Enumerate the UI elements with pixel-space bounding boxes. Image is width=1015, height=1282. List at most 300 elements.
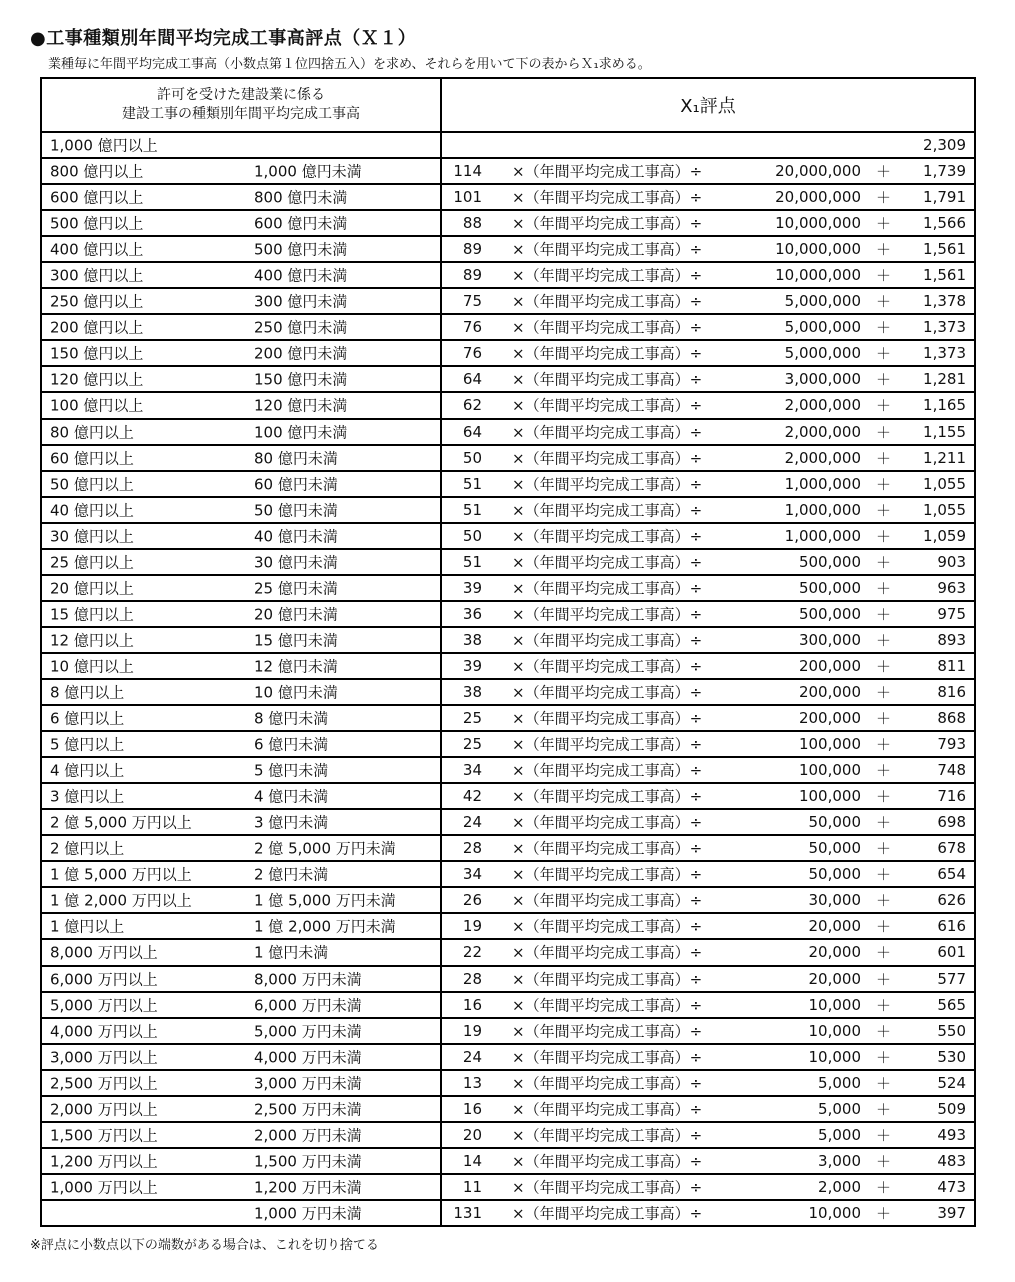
range-cell (41, 1044, 441, 1070)
range-cell (41, 132, 441, 158)
score-formula-cell (441, 966, 975, 992)
divisor: 100,000 (798, 787, 861, 806)
score-formula-cell (441, 392, 975, 418)
plus-sign: ＋ (876, 292, 892, 311)
range-lower: 200 億円以上 (50, 318, 144, 337)
range-lower: 600 億円以上 (50, 188, 144, 207)
constant: 1,791 (923, 188, 966, 207)
range-cell (41, 992, 441, 1018)
formula-expression: ×（年間平均完成工事高）÷ (512, 605, 703, 624)
score-formula-cell (441, 575, 975, 601)
constant: 524 (937, 1073, 966, 1092)
range-cell (41, 523, 441, 549)
score-formula-cell (441, 913, 975, 939)
table-row (41, 1044, 975, 1070)
table-row (41, 992, 975, 1018)
plus-sign: ＋ (876, 240, 892, 259)
range-cell (41, 627, 441, 653)
formula-expression: ×（年間平均完成工事高）÷ (512, 1074, 703, 1093)
formula-expression: ×（年間平均完成工事高）÷ (512, 996, 703, 1015)
formula-expression: ×（年間平均完成工事高）÷ (512, 1100, 703, 1119)
range-upper: 1,000 億円未満 (254, 162, 362, 181)
constant: 893 (937, 630, 966, 649)
range-upper: 3,000 万円未満 (254, 1074, 362, 1093)
range-upper: 30 億円未満 (254, 553, 338, 572)
range-upper: 6,000 万円未満 (254, 996, 362, 1015)
range-lower: 1,000 万円以上 (50, 1178, 158, 1197)
range-cell (41, 679, 441, 705)
formula-expression: ×（年間平均完成工事高）÷ (512, 1204, 703, 1223)
range-cell (41, 184, 441, 210)
constant: 577 (937, 969, 966, 988)
score-formula-cell (441, 757, 975, 783)
plus-sign: ＋ (876, 318, 892, 337)
coefficient: 38 (462, 683, 482, 701)
constant: 816 (937, 683, 966, 701)
table-row (41, 549, 975, 575)
table-row (41, 210, 975, 236)
coefficient: 13 (462, 1073, 482, 1092)
range-upper: 15 億円未満 (254, 631, 338, 650)
range-upper: 80 億円未満 (254, 449, 338, 468)
page-title: ●工事種類別年間平均完成工事高評点（Ｘ１） (30, 28, 417, 49)
score-formula-cell (441, 288, 975, 314)
divisor: 100,000 (798, 761, 861, 780)
range-cell (41, 471, 441, 497)
divisor: 5,000,000 (784, 318, 861, 337)
score-formula-cell (441, 861, 975, 887)
table-row (41, 783, 975, 809)
range-cell (41, 497, 441, 523)
constant: 1,055 (923, 500, 966, 519)
range-lower: 1,200 万円以上 (50, 1152, 158, 1171)
range-upper: 8 億円未満 (254, 709, 329, 728)
range-upper: 12 億円未満 (254, 657, 338, 676)
plus-sign: ＋ (876, 917, 892, 936)
formula-expression: ×（年間平均完成工事高）÷ (512, 631, 703, 650)
table-row (41, 288, 975, 314)
range-upper: 20 億円未満 (254, 605, 338, 624)
plus-sign: ＋ (876, 266, 892, 285)
plus-sign: ＋ (876, 605, 892, 624)
constant: 1,566 (923, 214, 966, 233)
score-formula-cell (441, 783, 975, 809)
constant: 1,155 (923, 422, 966, 441)
table-row (41, 1096, 975, 1122)
table-row (41, 262, 975, 288)
constant: 716 (937, 787, 966, 806)
table-row (41, 419, 975, 445)
plus-sign: ＋ (876, 1204, 892, 1223)
plus-sign: ＋ (876, 970, 892, 989)
range-upper: 60 億円未満 (254, 475, 338, 494)
range-upper: 150 億円未満 (254, 370, 348, 389)
header-range-line2: 建設工事の種類別年間平均完成工事高 (122, 106, 360, 122)
range-lower: 12 億円以上 (50, 631, 134, 650)
range-upper: 500 億円未満 (254, 240, 348, 259)
plus-sign: ＋ (876, 631, 892, 650)
range-upper: 2 億円未満 (254, 865, 329, 884)
table-row (41, 861, 975, 887)
coefficient: 64 (462, 422, 482, 441)
score-formula-cell (441, 1096, 975, 1122)
coefficient: 39 (462, 578, 482, 597)
plus-sign: ＋ (876, 553, 892, 572)
score-table (40, 77, 976, 1227)
coefficient: 39 (462, 656, 482, 675)
range-lower: 8 億円以上 (50, 683, 125, 702)
score-formula-cell (441, 601, 975, 627)
coefficient: 28 (462, 969, 482, 988)
constant: 1,055 (923, 474, 966, 493)
plus-sign: ＋ (876, 891, 892, 910)
formula-expression: ×（年間平均完成工事高）÷ (512, 970, 703, 989)
plus-sign: ＋ (876, 188, 892, 207)
coefficient: 76 (462, 318, 482, 337)
formula-expression: ×（年間平均完成工事高）÷ (512, 735, 703, 754)
range-cell (41, 1096, 441, 1122)
coefficient: 19 (462, 917, 482, 936)
range-lower: 6 億円以上 (50, 709, 125, 728)
constant: 1,373 (923, 344, 966, 363)
constant: 748 (937, 761, 966, 780)
formula-expression: ×（年間平均完成工事高）÷ (512, 1022, 703, 1041)
table-row (41, 132, 975, 158)
range-upper: 300 億円未満 (254, 292, 348, 311)
divisor: 10,000,000 (775, 240, 861, 259)
formula-expression: ×（年間平均完成工事高）÷ (512, 709, 703, 728)
plus-sign: ＋ (876, 396, 892, 415)
formula-expression: ×（年間平均完成工事高）÷ (512, 501, 703, 520)
range-cell (41, 1200, 441, 1226)
plus-sign: ＋ (876, 449, 892, 468)
range-cell (41, 601, 441, 627)
range-lower: 1,500 万円以上 (50, 1126, 158, 1145)
divisor: 200,000 (798, 683, 861, 701)
range-lower: 40 億円以上 (50, 501, 134, 520)
score-formula-cell (441, 445, 975, 471)
score-formula-cell (441, 340, 975, 366)
range-upper: 1,200 万円未満 (254, 1178, 362, 1197)
table-row (41, 314, 975, 340)
range-lower: 8,000 万円以上 (50, 943, 158, 962)
range-cell (41, 939, 441, 965)
constant: 1,165 (923, 396, 966, 415)
plus-sign: ＋ (876, 761, 892, 780)
range-cell (41, 549, 441, 575)
range-cell (41, 809, 441, 835)
coefficient: 24 (462, 1047, 482, 1066)
constant: 2,309 (923, 136, 966, 155)
range-cell (41, 1122, 441, 1148)
header-score: X₁評点 (441, 78, 975, 132)
divisor: 10,000 (808, 1203, 861, 1222)
range-upper: 1 億 5,000 万円未満 (254, 891, 396, 910)
coefficient: 19 (462, 1021, 482, 1040)
plus-sign: ＋ (876, 214, 892, 233)
range-cell (41, 340, 441, 366)
table-row (41, 497, 975, 523)
table-body (41, 132, 975, 1226)
range-upper: 400 億円未満 (254, 266, 348, 285)
table-row (41, 523, 975, 549)
table-row (41, 471, 975, 497)
coefficient: 88 (462, 214, 482, 233)
score-formula-cell (441, 1200, 975, 1226)
formula-expression: ×（年間平均完成工事高）÷ (512, 266, 703, 285)
range-cell (41, 262, 441, 288)
constant: 616 (937, 917, 966, 936)
divisor: 20,000 (808, 969, 861, 988)
coefficient: 14 (462, 1151, 482, 1170)
range-upper: 4,000 万円未満 (254, 1048, 362, 1067)
range-upper: 40 億円未満 (254, 527, 338, 546)
score-formula-cell (441, 184, 975, 210)
coefficient: 131 (453, 1203, 482, 1222)
plus-sign: ＋ (876, 344, 892, 363)
score-formula-cell (441, 497, 975, 523)
plus-sign: ＋ (876, 1178, 892, 1197)
range-lower: 20 億円以上 (50, 579, 134, 598)
table-row (41, 236, 975, 262)
range-lower: 3,000 万円以上 (50, 1048, 158, 1067)
coefficient: 25 (462, 709, 482, 728)
range-upper: 2,000 万円未満 (254, 1126, 362, 1145)
table-row (41, 653, 975, 679)
formula-expression: ×（年間平均完成工事高）÷ (512, 865, 703, 884)
constant: 1,561 (923, 240, 966, 259)
formula-expression: ×（年間平均完成工事高）÷ (512, 188, 703, 207)
range-lower: 60 億円以上 (50, 449, 134, 468)
plus-sign: ＋ (876, 1022, 892, 1041)
score-formula-cell (441, 1174, 975, 1200)
constant: 626 (937, 891, 966, 910)
range-lower: 1 億 2,000 万円以上 (50, 891, 192, 910)
table-row (41, 757, 975, 783)
score-formula-cell (441, 627, 975, 653)
table-row (41, 1200, 975, 1226)
score-formula-cell (441, 887, 975, 913)
score-formula-cell (441, 939, 975, 965)
score-formula-cell (441, 705, 975, 731)
range-upper: 5 億円未満 (254, 761, 329, 780)
divisor: 20,000 (808, 917, 861, 936)
range-upper: 250 億円未満 (254, 318, 348, 337)
divisor: 5,000 (818, 1073, 861, 1092)
coefficient: 24 (462, 813, 482, 832)
range-cell (41, 392, 441, 418)
table-row (41, 913, 975, 939)
range-lower: 120 億円以上 (50, 370, 144, 389)
formula-expression: ×（年間平均完成工事高）÷ (512, 396, 703, 415)
score-formula-cell (441, 809, 975, 835)
divisor: 10,000 (808, 1047, 861, 1066)
constant: 1,739 (923, 162, 966, 181)
table-row (41, 158, 975, 184)
coefficient: 22 (462, 943, 482, 962)
coefficient: 89 (462, 266, 482, 285)
range-lower: 3 億円以上 (50, 787, 125, 806)
plus-sign: ＋ (876, 162, 892, 181)
plus-sign: ＋ (876, 943, 892, 962)
plus-sign: ＋ (876, 579, 892, 598)
plus-sign: ＋ (876, 787, 892, 806)
range-lower: 4 億円以上 (50, 761, 125, 780)
range-cell (41, 757, 441, 783)
table-header-row (41, 78, 975, 132)
range-cell (41, 835, 441, 861)
divisor: 50,000 (808, 865, 861, 884)
plus-sign: ＋ (876, 1152, 892, 1171)
table-row (41, 887, 975, 913)
score-formula-cell (441, 835, 975, 861)
formula-expression: ×（年間平均完成工事高）÷ (512, 423, 703, 442)
divisor: 50,000 (808, 839, 861, 858)
coefficient: 114 (453, 162, 482, 181)
formula-expression: ×（年間平均完成工事高）÷ (512, 1178, 703, 1197)
coefficient: 26 (462, 891, 482, 910)
constant: 793 (937, 735, 966, 754)
plus-sign: ＋ (876, 813, 892, 832)
constant: 1,281 (923, 370, 966, 389)
table-row (41, 835, 975, 861)
range-cell (41, 861, 441, 887)
table-row (41, 184, 975, 210)
range-lower: 1 億円以上 (50, 917, 125, 936)
constant: 1,561 (923, 266, 966, 285)
coefficient: 16 (462, 1099, 482, 1118)
range-lower: 400 億円以上 (50, 240, 144, 259)
range-upper: 1 億 2,000 万円未満 (254, 917, 396, 936)
plus-sign: ＋ (876, 839, 892, 858)
range-lower: 1,000 億円以上 (50, 136, 158, 155)
score-formula-cell (441, 549, 975, 575)
plus-sign: ＋ (876, 709, 892, 728)
constant: 530 (937, 1047, 966, 1066)
divisor: 10,000 (808, 1021, 861, 1040)
divisor: 5,000 (818, 1125, 861, 1144)
range-lower: 4,000 万円以上 (50, 1022, 158, 1041)
range-lower: 1 億 5,000 万円以上 (50, 865, 192, 884)
formula-expression: ×（年間平均完成工事高）÷ (512, 475, 703, 494)
coefficient: 75 (462, 292, 482, 311)
table-row (41, 1148, 975, 1174)
range-cell (41, 705, 441, 731)
divisor: 500,000 (798, 578, 861, 597)
plus-sign: ＋ (876, 1100, 892, 1119)
range-cell (41, 236, 441, 262)
range-upper: 2 億 5,000 万円未満 (254, 839, 396, 858)
range-lower: 2,500 万円以上 (50, 1074, 158, 1093)
divisor: 20,000 (808, 943, 861, 962)
range-lower: 6,000 万円以上 (50, 970, 158, 989)
formula-expression: ×（年間平均完成工事高）÷ (512, 318, 703, 337)
table-row (41, 601, 975, 627)
range-upper: 200 億円未満 (254, 344, 348, 363)
coefficient: 28 (462, 839, 482, 858)
table-row (41, 627, 975, 653)
table-row (41, 705, 975, 731)
range-upper: 50 億円未満 (254, 501, 338, 520)
formula-expression: ×（年間平均完成工事高）÷ (512, 240, 703, 259)
plus-sign: ＋ (876, 423, 892, 442)
constant: 397 (937, 1203, 966, 1222)
range-cell (41, 1070, 441, 1096)
score-formula-cell (441, 158, 975, 184)
range-cell (41, 314, 441, 340)
table-row (41, 731, 975, 757)
header-range-line1: 許可を受けた建設業に係る (157, 87, 325, 103)
divisor: 5,000 (818, 1099, 861, 1118)
divisor: 20,000,000 (775, 162, 861, 181)
range-lower: 50 億円以上 (50, 475, 134, 494)
range-lower: 5 億円以上 (50, 735, 125, 754)
range-cell (41, 1174, 441, 1200)
constant: 975 (937, 604, 966, 623)
divisor: 5,000,000 (784, 292, 861, 311)
plus-sign: ＋ (876, 527, 892, 546)
divisor: 3,000,000 (784, 370, 861, 389)
formula-expression: ×（年間平均完成工事高）÷ (512, 344, 703, 363)
range-cell (41, 210, 441, 236)
constant: 868 (937, 709, 966, 728)
table-row (41, 939, 975, 965)
page-subtitle: 業種毎に年間平均完成工事高（小数点第１位四捨五入）を求め、それらを用いて下の表からＸ₁求める。 (48, 57, 651, 72)
table-row (41, 679, 975, 705)
range-lower: 500 億円以上 (50, 214, 144, 233)
divisor: 1,000,000 (784, 526, 861, 545)
range-upper: 10 億円未満 (254, 683, 338, 702)
plus-sign: ＋ (876, 1126, 892, 1145)
constant: 1,211 (923, 448, 966, 467)
divisor: 50,000 (808, 813, 861, 832)
divisor: 300,000 (798, 630, 861, 649)
divisor: 2,000,000 (784, 422, 861, 441)
range-upper: 3 億円未満 (254, 813, 329, 832)
table-row (41, 445, 975, 471)
range-cell (41, 158, 441, 184)
coefficient: 34 (462, 865, 482, 884)
constant: 678 (937, 839, 966, 858)
range-upper: 800 億円未満 (254, 188, 348, 207)
range-cell (41, 288, 441, 314)
divisor: 10,000,000 (775, 266, 861, 285)
coefficient: 50 (462, 448, 482, 467)
table-row (41, 1174, 975, 1200)
constant: 963 (937, 578, 966, 597)
divisor: 1,000,000 (784, 500, 861, 519)
constant: 1,378 (923, 292, 966, 311)
divisor: 5,000,000 (784, 344, 861, 363)
divisor: 500,000 (798, 552, 861, 571)
constant: 1,373 (923, 318, 966, 337)
score-formula-cell (441, 1044, 975, 1070)
range-lower: 800 億円以上 (50, 162, 144, 181)
score-formula-cell (441, 523, 975, 549)
range-cell (41, 419, 441, 445)
constant: 550 (937, 1021, 966, 1040)
divisor: 2,000 (818, 1177, 861, 1196)
formula-expression: ×（年間平均完成工事高）÷ (512, 1048, 703, 1067)
range-lower: 25 億円以上 (50, 553, 134, 572)
score-formula-cell (441, 1070, 975, 1096)
range-cell (41, 653, 441, 679)
score-formula-cell (441, 366, 975, 392)
range-upper: 600 億円未満 (254, 214, 348, 233)
range-lower: 2 億 5,000 万円以上 (50, 813, 192, 832)
range-cell (41, 575, 441, 601)
coefficient: 50 (462, 526, 482, 545)
